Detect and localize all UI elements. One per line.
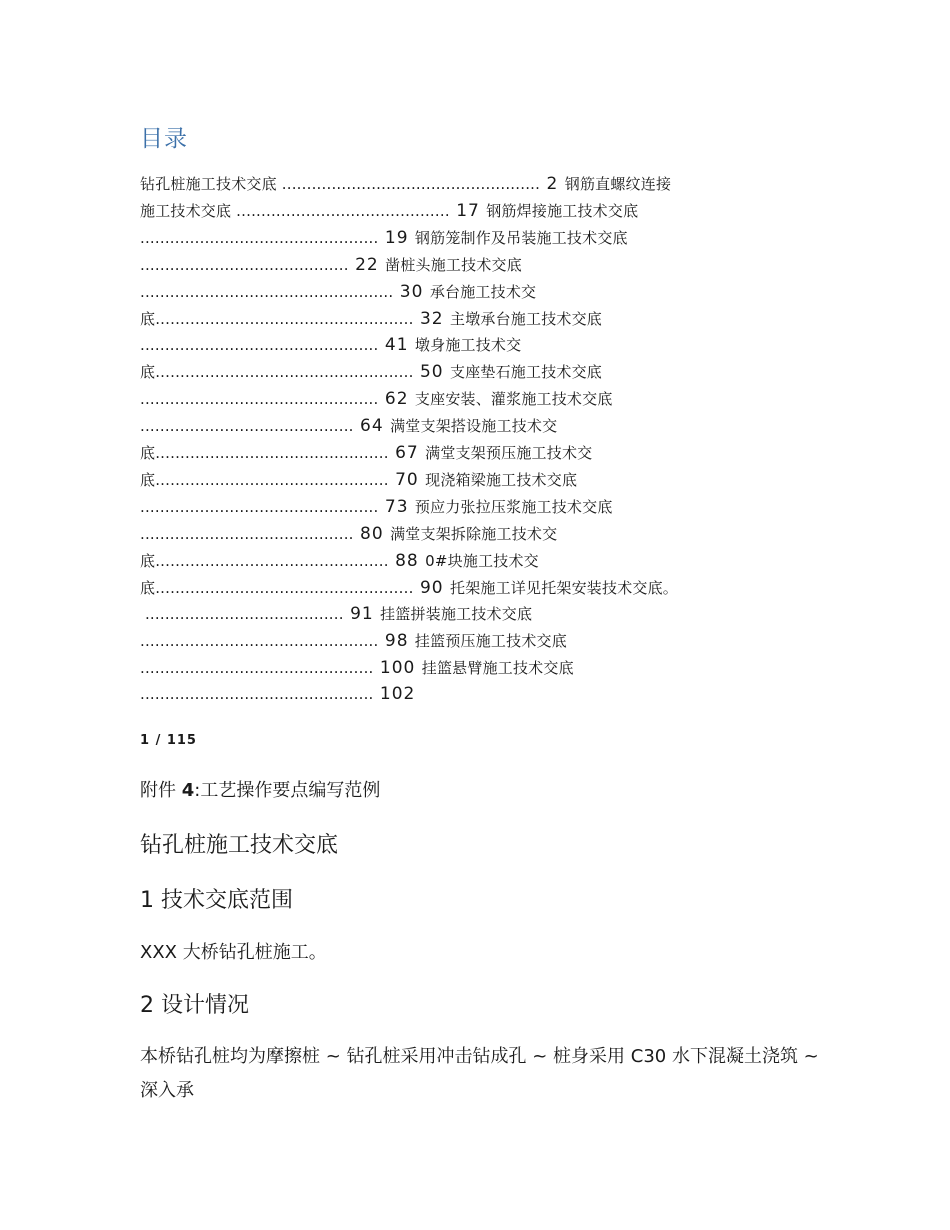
- toc-pre: 底: [140, 309, 156, 328]
- toc-num: 100: [373, 658, 422, 679]
- toc-line[interactable]: [140, 361, 602, 382]
- toc-line[interactable]: [140, 388, 613, 409]
- toc-line[interactable]: [140, 227, 628, 248]
- attachment-number: 4: [181, 780, 195, 801]
- section-2-text: 本桥钻孔桩均为摩擦桩 ~ 钻孔桩采用冲击钻成孔 ~ 桩身采用 C30 水下混凝土浇筑 ~ 深入承: [140, 1046, 819, 1101]
- toc-num: 91: [343, 604, 381, 625]
- toc-line[interactable]: [140, 173, 671, 194]
- toc-post: 预应力张拉压浆施工技术交底: [414, 497, 613, 516]
- toc-dots: ...........................................: [236, 201, 450, 220]
- toc-post: 承台施工技术交: [429, 282, 537, 301]
- toc-dots: ...............................................: [155, 551, 389, 570]
- attachment-label: [140, 776, 380, 802]
- toc-dots: ...........................................: [140, 417, 354, 436]
- toc-post: 钢筋直螺纹连接: [564, 175, 672, 193]
- toc-dots: ...............................................: [155, 444, 389, 462]
- toc-post: 钢筋焊接施工技术交底: [486, 201, 639, 220]
- toc-num: 62: [378, 389, 415, 410]
- toc-num: 41: [378, 335, 415, 356]
- toc-pre: 底: [140, 444, 156, 462]
- toc-dots: ...........................................: [140, 524, 354, 543]
- toc-pre: 底: [140, 363, 156, 382]
- toc-line[interactable]: [140, 550, 539, 571]
- toc-num: 98: [378, 631, 415, 652]
- toc-num: 50: [413, 362, 450, 383]
- toc-num: 80: [353, 523, 391, 544]
- toc-dots: ................................................: [140, 336, 379, 355]
- toc-post: 满堂支架预压施工技术交: [425, 444, 593, 462]
- toc-post: 挂篮悬臂施工技术交底: [421, 659, 574, 678]
- toc-post: 托架施工详见托架安装技术交底。: [450, 578, 679, 597]
- attachment-prefix: 附件: [140, 780, 182, 801]
- toc-post: 墩身施工技术交: [414, 336, 522, 355]
- toc-line[interactable]: [140, 334, 521, 355]
- toc-post: 挂篮预压施工技术交底: [414, 632, 567, 651]
- toc-line[interactable]: [140, 496, 613, 517]
- toc-post: 凿桩头施工技术交底: [385, 255, 522, 274]
- toc-pre: 底: [140, 470, 156, 489]
- toc-dots: ................................................: [140, 497, 379, 516]
- toc-post: 支座安装、灌浆施工技术交底: [414, 390, 613, 409]
- toc-line[interactable]: [140, 603, 532, 624]
- toc-line[interactable]: [140, 281, 536, 302]
- toc-pre: 施工技术交底: [140, 201, 237, 220]
- toc-dots: ...............................................: [140, 685, 374, 704]
- attachment-suffix: :工艺操作要点编写范例: [194, 780, 381, 801]
- toc-num: 70: [388, 469, 426, 490]
- toc-dots: ...............................................: [155, 470, 389, 489]
- section-1-title: 1 技术交底范围: [140, 888, 293, 913]
- toc-line[interactable]: [140, 442, 592, 463]
- toc-num: 2: [540, 174, 565, 194]
- toc-dots: ...................................................: [140, 282, 394, 301]
- toc-line[interactable]: [140, 684, 415, 704]
- toc-num: 67: [388, 443, 426, 463]
- toc-dots: ..........................................: [140, 255, 349, 274]
- section-2-title: 2 设计情况: [140, 993, 249, 1018]
- toc-dots: ........................................: [144, 605, 344, 624]
- toc-line[interactable]: [140, 657, 574, 678]
- toc-dots: ................................................: [140, 390, 379, 409]
- toc-dots: ....................................................: [155, 578, 414, 597]
- toc-post: 现浇箱梁施工技术交底: [425, 470, 578, 489]
- toc-dots: ....................................................: [155, 309, 414, 328]
- toc-pre: 钻孔桩施工技术交底: [140, 175, 282, 193]
- toc-title: 目录: [140, 126, 188, 152]
- toc-post: 挂篮拼装施工技术交底: [380, 605, 533, 624]
- toc-dots: ................................................: [140, 632, 379, 651]
- toc-num: 88: [388, 550, 426, 571]
- toc-line[interactable]: [140, 254, 522, 275]
- toc-num: 17: [449, 200, 487, 221]
- section-1-text: XXX 大桥钻孔桩施工。: [140, 942, 327, 963]
- toc-post: 满堂支架搭设施工技术交: [390, 417, 558, 436]
- toc-num: 90: [413, 577, 450, 598]
- toc-line[interactable]: [140, 523, 557, 544]
- toc-post: 钢筋笼制作及吊装施工技术交底: [414, 228, 628, 247]
- toc-num: 73: [378, 496, 415, 517]
- toc-dots: ................................................: [140, 228, 379, 247]
- toc-num: 32: [413, 308, 450, 329]
- toc-line[interactable]: [140, 577, 678, 598]
- toc-post: 满堂支架拆除施工技术交: [390, 524, 558, 543]
- toc-num: 19: [378, 227, 415, 248]
- toc-num: 102: [373, 684, 416, 705]
- toc-line[interactable]: [140, 415, 557, 436]
- toc-pre: 底: [140, 578, 156, 597]
- toc-post: 0#块施工技术交: [425, 551, 539, 570]
- toc-line[interactable]: [140, 469, 577, 490]
- page-number: 1 / 115: [140, 733, 197, 748]
- toc-pre: 底: [140, 551, 156, 570]
- toc-line[interactable]: [140, 200, 638, 221]
- toc-post: 主墩承台施工技术交底: [450, 309, 603, 328]
- doc-heading: 钻孔桩施工技术交底: [140, 833, 339, 858]
- toc-num: 64: [353, 416, 391, 437]
- toc-num: 30: [393, 281, 430, 302]
- toc-post: 支座垫石施工技术交底: [450, 363, 603, 382]
- toc-num: 22: [348, 254, 386, 275]
- toc-dots: ....................................................: [281, 175, 541, 193]
- toc-line[interactable]: [140, 308, 602, 329]
- toc-dots: ...............................................: [140, 659, 374, 678]
- toc-dots: ....................................................: [155, 363, 414, 382]
- toc-line[interactable]: [140, 630, 567, 651]
